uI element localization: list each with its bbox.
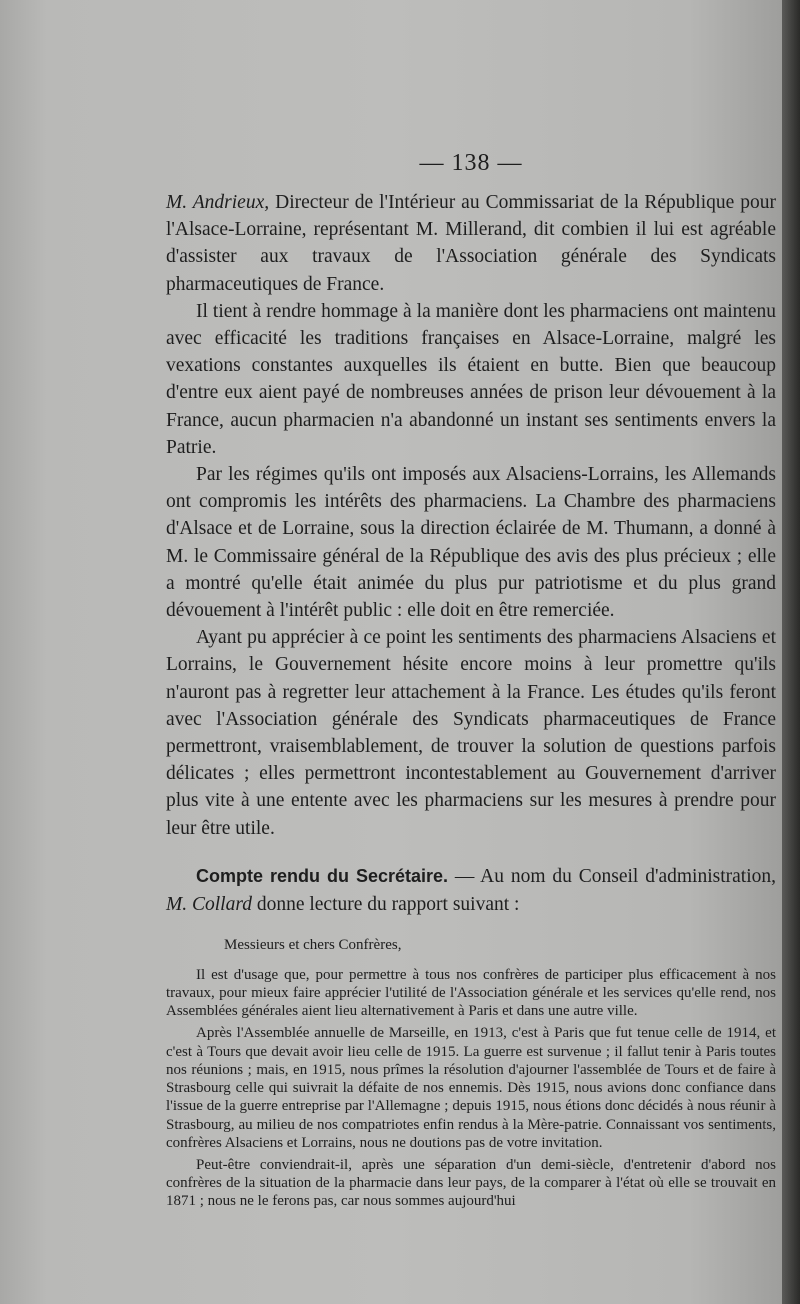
section-title: Compte rendu du Secrétaire. <box>196 865 449 886</box>
paragraph-andrieux <box>166 189 776 298</box>
page-edge <box>782 0 800 1304</box>
speaker-name: M. Collard <box>166 893 252 915</box>
paragraph: Il tient à rendre hommage à la manière dont les pharmaciens ont maintenu avec efficacité les traditions françaises en Alsace-Lorraine, malgré les vexations constantes auxquelles ils étaient en butte. Bien que beaucoup d'entre eux aient payé de nombreuses années de prison leur dévouement à la France, aucun pharmacien n'a abandonné un instant ses sentiments envers la Patrie. <box>166 300 776 458</box>
paragraph-text: Directeur de l'Intérieur au Commissariat de la République pour l'Alsace-Lorraine, représentant M. Millerand, dit combien il lui est agréable d'assister aux travaux de l'Association générale des Syndicats pharmaceutiques de France. <box>166 192 777 295</box>
paragraph: Par les régimes qu'ils ont imposés aux Alsaciens-Lorrains, les Allemands ont compromis les intérêts des pharmaciens. La Chambre des pharmaciens d'Alsace et de Lorraine, sous la direction éclairée de M. Thumann, a donné à M. le Commissaire général de la République des avis des plus précieux ; elle a montré qu'elle était animée du plus pur patriotisme et du plus grand dévouement à l'intérêt public : elle doit en être remerciée. <box>166 464 776 622</box>
salutation: Messieurs et chers Confrères, <box>224 936 402 953</box>
report-paragraph: Après l'Assemblée annuelle de Marseille, en 1913, c'est à Paris que fut tenue celle de 1914, et c'est à Tours que devait avoir lieu celle de 1915. La guerre est survenue ; il fallut tenir à Paris toutes nos réunions ; mais, en 1915, nous prîmes la résolution d'ajourner l'assemblée de Tours et de faire à Strasbourg celle qui suivrait la défaite de nos ennemis. Dès 1915, nous avions donc confiance dans l'issue de la guerre entreprise par l'Allemagne ; depuis 1915, nous étions donc décidés à nous réunir à Strasbourg, au milieu de nos compatriotes enfin rendus à la Mère-patrie. Connaissant vos sentiments, confrères Alsaciens et Lorrains, nous ne doutions pas de votre invitation. <box>166 1025 776 1151</box>
section-heading <box>166 862 776 919</box>
report-paragraph: Il est d'usage que, pour permettre à tous nos confrères de participer plus efficacement à nos travaux, pour mieux faire apprécier l'utilité de l'Association générale et les services qu'elle rend, nos Assemblées générales aient lieu alternativement à Paris et dans une autre ville. <box>166 966 776 1020</box>
report-paragraph: Peut-être conviendrait-il, après une séparation d'un demi-siècle, d'entretenir d'abord nos confrères de la situation de la pharmacie dans leur pays, de la comparer à l'état où elle se trouvait en 1871 ; nous ne le ferons pas, car nous sommes aujourd'hui <box>166 1156 776 1210</box>
paragraph: Ayant pu apprécier à ce point les sentiments des pharmaciens Alsaciens et Lorrains, le Gouvernement hésite encore moins à leur promettre qu'ils n'auront pas à regretter leur attachement à la France. Les études qu'ils feront avec l'Association générale des Syndicats pharmaceutiques de France permettront, vraisemblablement, de trouver la solution de questions parfois délicates ; elles permettront incontestablement au Gouvernement d'arriver plus vite à une entente avec les pharmaciens sur les mesures à prendre pour leur être utile. <box>166 627 776 839</box>
section-intro-rest: donne lecture du rapport suivant : <box>251 893 520 915</box>
speaker-name: M. Andrieux, <box>166 192 270 213</box>
section-intro: — Au nom du Conseil d'administration, <box>448 865 777 887</box>
page-number: — 138 — <box>419 150 523 176</box>
page-content <box>166 150 776 1215</box>
